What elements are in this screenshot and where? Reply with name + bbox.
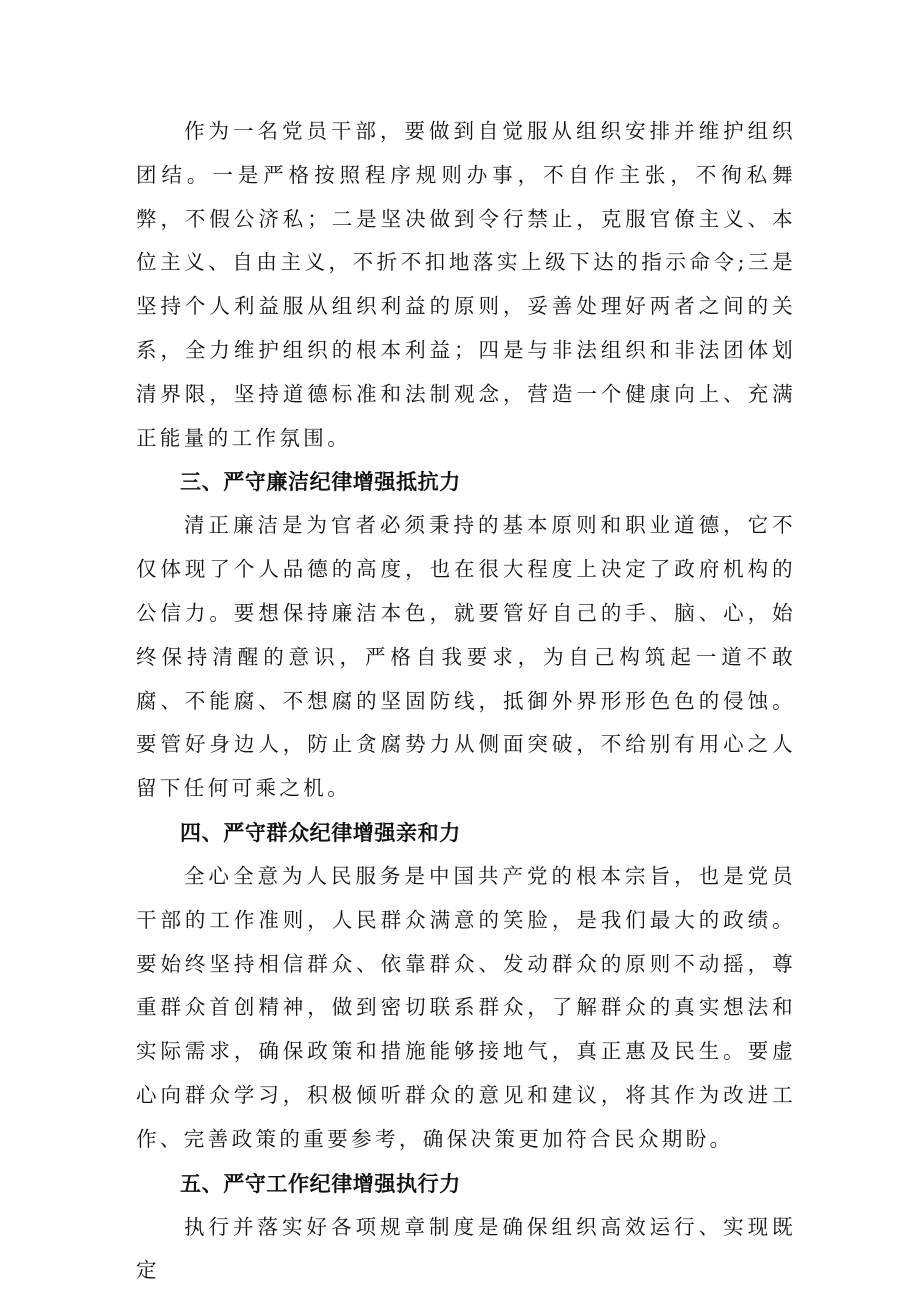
heading-mass-discipline: 四、严守群众纪律增强亲和力 xyxy=(180,820,461,845)
paragraph-mass-discipline: 全心全意为人民服务是中国共产党的根本宗旨，也是党员干部的工作准则，人民群众满意的笑脸，是我们最大的政绩。要始终坚持相信群众、依靠群众、发动群众的原则不动摇，尊重群众首创精神，做到密切联系群众，了解群众的真实想法和实际需求，确保政策和措施能够接地气，真正惠及民生。要虚心向群众学习，积极倾听群众的意见和建议，将其作为改进工作、完善政策的重要参考，确保决策更加符合民众期盼。 xyxy=(136,863,796,1151)
paragraph-work-discipline: 执行并落实好各项规章制度是确保组织高效运行、实现既定 xyxy=(136,1214,796,1283)
heading-work-discipline: 五、严守工作纪律增强执行力 xyxy=(180,1171,461,1196)
paragraph-integrity-discipline: 清正廉洁是为官者必须秉持的基本原则和职业道德，它不仅体现了个人品德的高度，也在很大程度上决定了政府机构的公信力。要想保持廉洁本色，就要管好自己的手、脑、心，始终保持清醒的意识，严格自我要求，为自己构筑起一道不敢腐、不能腐、不想腐的坚固防线，抵御外界形形色色的侵蚀。要管好身边人，防止贪腐势力从侧面突破，不给别有用心之人留下任何可乘之机。 xyxy=(136,513,796,801)
paragraph-organization-discipline: 作为一名党员干部，要做到自觉服从组织安排并维护组织团结。一是严格按照程序规则办事，不自作主张，不徇私舞弊，不假公济私；二是坚决做到令行禁止，克服官僚主义、本位主义、自由主义，不折不扣地落实上级下达的指示命令;三是坚持个人利益服从组织利益的原则，妥善处理好两者之间的关系，全力维护组织的根本利益；四是与非法组织和非法团体划清界限，坚持道德标准和法制观念，营造一个健康向上、充满正能量的工作氛围。 xyxy=(136,119,796,450)
document-body xyxy=(136,110,796,1293)
heading-integrity-discipline: 三、严守廉洁纪律增强抵抗力 xyxy=(180,470,461,495)
